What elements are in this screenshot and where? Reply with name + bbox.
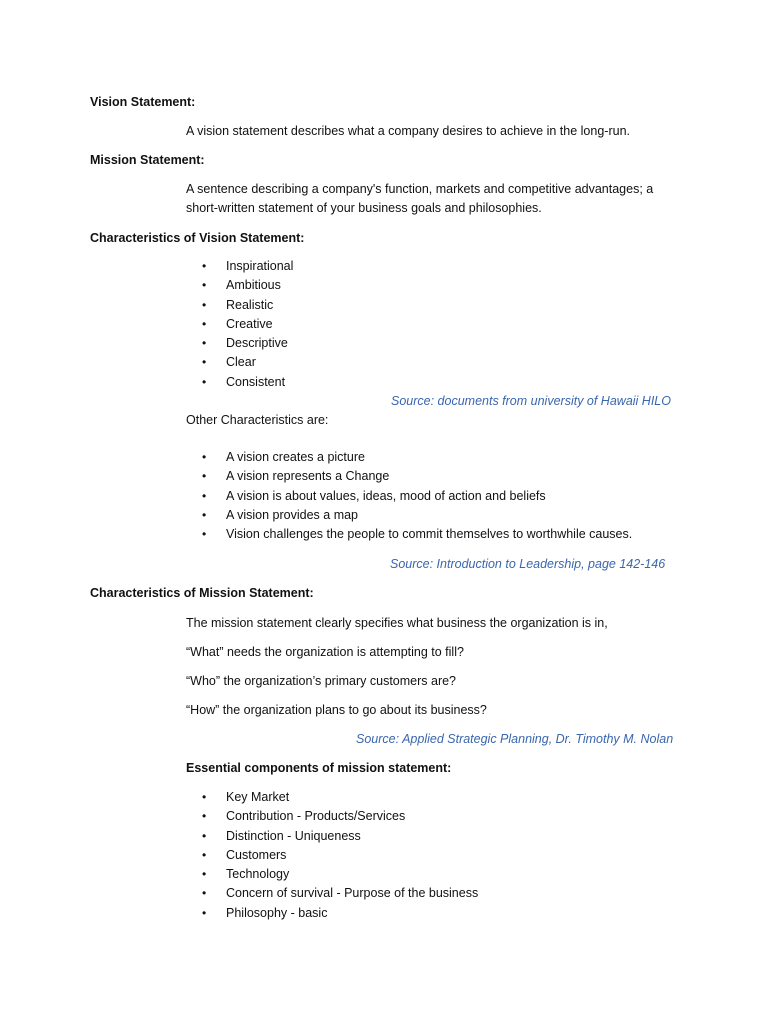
list-item-text: Philosophy - basic	[226, 905, 328, 920]
vision-heading: Vision Statement:	[90, 95, 196, 109]
vision-characteristics-heading: Characteristics of Vision Statement:	[90, 231, 305, 245]
list-item-text: Creative	[226, 316, 273, 331]
list-item-text: Vision challenges the people to commit themselves to worthwhile causes.	[226, 527, 633, 542]
list-item-text: Key Market	[226, 790, 290, 804]
bullet-icon: •	[202, 790, 207, 804]
mission-characteristics-line-1: The mission statement clearly specifies what business the organization is in,	[186, 616, 608, 630]
bullet-icon: •	[202, 355, 207, 370]
leadership-source-citation: Source: Introduction to Leadership, page 142-146	[390, 557, 666, 571]
bullet-icon: •	[202, 259, 207, 273]
mission-text-line-1: A sentence describing a company's function, markets and competitive advantages; a	[186, 182, 654, 196]
essential-components-heading: Essential components of mission statement:	[186, 761, 452, 775]
mission-characteristics-heading: Characteristics of Mission Statement:	[90, 586, 314, 600]
mission-characteristics-line-4: “How” the organization plans to go about its business?	[186, 703, 487, 717]
bullet-icon: •	[202, 278, 207, 293]
bullet-icon: •	[202, 867, 207, 882]
vision-source-citation: Source: documents from university of Hawaii HILO	[391, 394, 671, 408]
list-item-text: Customers	[226, 847, 287, 862]
list-item-text: Clear	[226, 355, 256, 370]
bullet-icon: •	[202, 450, 207, 464]
mission-characteristics-line-2: “What” needs the organization is attempting to fill?	[186, 645, 464, 659]
list-item-text: Ambitious	[226, 278, 281, 293]
bullet-icon: •	[202, 336, 207, 351]
mission-heading: Mission Statement:	[90, 153, 205, 167]
bullet-icon: •	[202, 488, 207, 503]
list-item-text: Inspirational	[226, 259, 294, 273]
bullet-icon: •	[202, 374, 207, 389]
bullet-icon: •	[202, 828, 207, 843]
mission-characteristics-line-3: “Who” the organization’s primary customers are?	[186, 674, 457, 688]
mission-text-line-2: short-written statement of your business goals and philosophies.	[186, 201, 542, 215]
list-item-text: Descriptive	[226, 336, 288, 351]
bullet-icon: •	[202, 847, 207, 862]
list-item-text: A vision creates a picture	[226, 450, 365, 464]
list-item-text: Concern of survival - Purpose of the business	[226, 886, 479, 901]
bullet-icon: •	[202, 527, 207, 542]
list-item-text: Technology	[226, 867, 290, 882]
other-characteristics-heading: Other Characteristics are:	[186, 413, 329, 427]
bullet-icon: •	[202, 886, 207, 901]
bullet-icon: •	[202, 316, 207, 331]
bullet-icon: •	[202, 297, 207, 312]
bullet-icon: •	[202, 809, 207, 824]
list-item-text: Realistic	[226, 297, 274, 312]
list-item-text: A vision is about values, ideas, mood of action and beliefs	[226, 488, 546, 503]
list-item-text: Contribution - Products/Services	[226, 809, 406, 824]
list-item-text: A vision provides a map	[226, 507, 359, 522]
bullet-icon: •	[202, 507, 207, 522]
bullet-icon: •	[202, 469, 207, 484]
vision-text: A vision statement describes what a company desires to achieve in the long-run.	[186, 124, 630, 138]
list-item-text: A vision represents a Change	[226, 469, 390, 484]
strategic-planning-source-citation: Source: Applied Strategic Planning, Dr. Timothy M. Nolan	[356, 732, 674, 746]
list-item-text: Distinction - Uniqueness	[226, 828, 361, 843]
list-item-text: Consistent	[226, 374, 286, 389]
bullet-icon: •	[202, 905, 207, 920]
